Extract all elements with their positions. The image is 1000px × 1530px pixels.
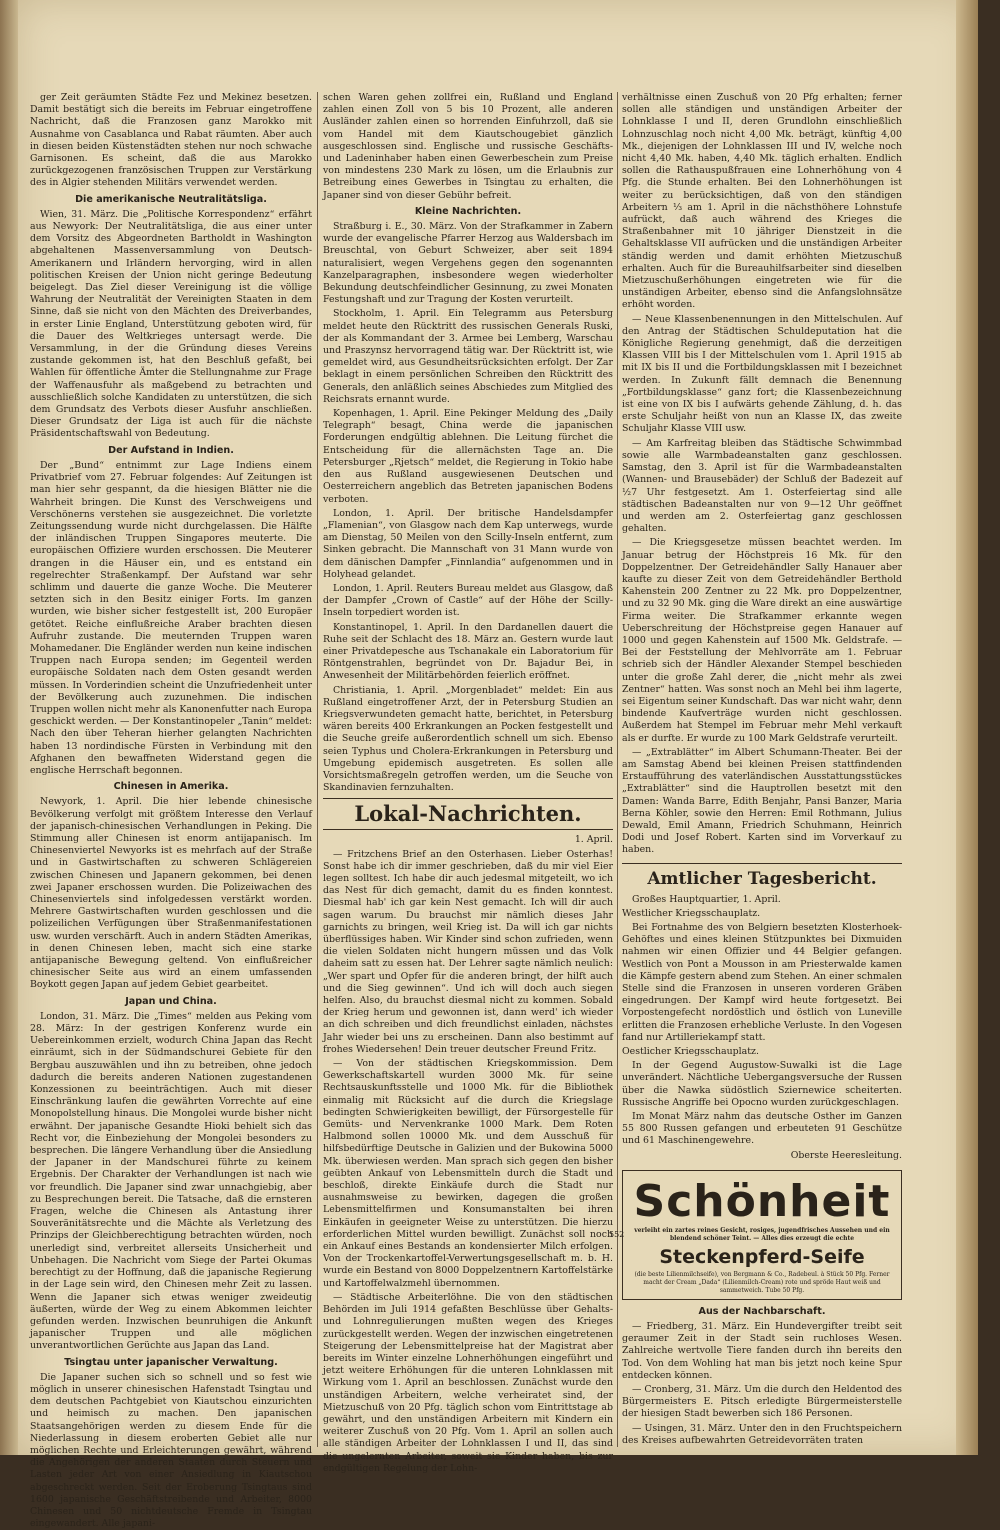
article-paragraph: — Friedberg, 31. März. Ein Hundevergifter treibt seit geraumer Zeit in der Stadt sein ruchloses Wesen. Zahlreiche wertvolle Tiere fanden durch ihn bereits den Tod. Von dem Wohling hat man bis jetzt noch keine Spur entdecken können. (622, 1321, 902, 1381)
section-title: Lokal-Nachrichten. (323, 798, 613, 830)
article-paragraph: schen Waren gehen zollfrei ein, Rußland und England zahlen einen Zoll von 5 bis 10 Prozent, alle anderen Ausländer zahlen einen so horrenden Einfuhrzoll, daß sie vom Handel mit dem Kiautschougebiet gänzlich ausgeschlossen sind. Englische und russische Geschäfts- und Ladeninhaber haben einen Gewerbeschein zum Preise von mindestens 230 Mark zu lösen, um die Erlaubnis zur Betreibung eines Gewerbes in Tsingtau zu erhalten, die Japaner sind von dieser Gebühr befreit. (323, 92, 613, 201)
column-2 (323, 92, 613, 1474)
column-3 (609, 92, 902, 1447)
article-paragraph: — Neue Klassenbenennungen in den Mittelschulen. Auf den Antrag der Städtischen Schuldeputation hat die Königliche Regierung genehmigt, daß die derzeitigen Klassen VIII bis I der Mittelschulen vom 1. April 1915 ab mit IX bis II und die Fortbildungsklassen mit I bezeichnet werden. In Zukunft fällt demnach die Benennung „Fortbildungsklasse“ ganz fort; die Klassenbezeichnung ist eine von IX bis I aufwärts gehende Zählung, d. h. das erste Schuljahr heißt von nun an Klasse IX, das zweite Schuljahr Klasse VIII usw. (622, 313, 902, 435)
column-rule-2 (617, 92, 618, 1447)
article-paragraph: London, 31. März. Die „Times“ melden aus Peking vom 28. März: In der gestrigen Konferenz wurde ein Uebereinkommen erzielt, wodurch China Japan das Recht einräumt, sich in der Südmandschurei Gebiete für den Bergbau auszuwählen und ihn zu betreiben, ohne jedoch dadurch die bereits anderen Nationen zugestandenen Konzessionen zu beeinträchtigen. Auch mit dieser Einschränkung laufen die gewährten Vorrechte auf eine Monopolstellung hinaus. Die Mongolei wurde bisher nicht erwähnt. Der japanische Gesandte Hioki behielt sich das Recht vor, die Einbeziehung der Mongolei besonders zu besprechen. Die längere Verhandlung über die Ansiedlung der Japaner in der Mandschurei führte zu keinem Ergebnis. Der Charakter der Verhandlungen ist nach wie vor freundlich. Die Japaner sind zwar unnachgiebig, aber zu Besprechungen bereit. Die Tatsache, daß die ernsteren Fragen, welche die Chinesen als Antastung ihrer Souveränitätsrechte und die Mächte als Verletzung des Prinzips der Gleichberechtigung betrachten würden, noch unerledigt sind, verbreitet allerseits Unsicherheit und Unbehagen. Die Nachricht vom Siege der Partei Okumas berechtigt zu der Hoffnung, daß die japanische Regierung in der Lage sein wird, den Chinesen mehr Zeit zu lassen. Wenn die Japaner sich etwas weniger zweideutig äußerten, würde der Weg zu einem Abkommen leichter gefunden werden. Inzwischen beunruhigen die Ankunft japanischer Truppen und alle möglichen unverantwortlichen Gerüchte aus Japan das Land. (30, 1010, 312, 1352)
article-paragraph: Christiania, 1. April. „Morgenbladet“ meldet: Ein aus Rußland eingetroffener Arzt, der in Petersburg Studien an Kriegsverwundeten gemacht hatte, berichtet, in Petersburg wären bereits 400 Erkrankungen an Pocken festgestellt und die Seuche greife außerordentlich schnell um sich. Ebenso seien Typhus und Cholera-Erkrankungen in Petersburg und Umgebung epidemisch ausgetreten. Es sollen alle Vorsichtsmaßregeln getroffen werden, um die Seuche von Skandinavien fernzuhalten. (323, 684, 613, 794)
article-paragraph: London, 1. April. Der britische Handelsdampfer „Flamenian“, von Glasgow nach dem Kap unterwegs, wurde am Dienstag, 50 Meilen von den Scilly-Inseln entfernt, zum Sinken gebracht. Die Mannschaft von 31 Mann wurde von dem dänischen Dampfer „Finnlandia“ aufgenommen und in Holyhead gelandet. (323, 507, 613, 580)
article-paragraph: London, 1. April. Reuters Bureau meldet aus Glasgow, daß der Dampfer „Crown of Castle“ auf der Höhe der Scilly-Inseln torpediert worden ist. (323, 582, 613, 619)
section-heading: Die amerikanische Neutralitätsliga. (75, 193, 267, 205)
report-title: Amtlicher Tagesbericht. (622, 863, 902, 890)
article-paragraph: Newyork, 1. April. Die hier lebende chinesische Bevölkerung verfolgt mit größtem Interesse den Verlauf der japanisch-chinesischen Verhandlungen in Peking. Die Stimmung aller Chinesen ist enorm antijapanisch. Im Chinesenviertel Newyorks ist es mehrfach auf der Straße und in Gastwirtschaften zu schweren Schlägereien zwischen Chinesen und Japanern gekommen, bei denen zwei Japaner erschossen wurden. Die Polizeiwachen des Chinesenviertels sind infolgedessen verstärkt worden. Mehrere Gastwirtschaften wurden geschlossen und die polizeilichen Verfügungen über Straßenmanifestationen usw. wurden verschärft. Auch in andern Städten Amerikas, in denen Chinesen leben, macht sich eine starke antijapanische Bewegung geltend. Von einflußreicher chinesischer Seite aus wird an einem umfassenden Boykott gegen Japan auf jedem Gebiet gearbeitet. (30, 796, 312, 991)
article-paragraph: — Fritzchens Brief an den Osterhasen. Lieber Osterhas! Sonst habe ich dir immer geschrieben, daß du mir viel Eier legen solltest. Ich habe dir auch jedesmal mitgeteilt, wo ich das Nest für dich gemacht, damit du es finden konntest. Diesmal hab' ich gar kein Nest gemacht. Ich will dir auch sagen warum. Du brauchst mir nämlich dieses Jahr garnichts zu bringen, weil Krieg ist. Da will ich gar nichts überflüssiges haben. Wir Kinder sind schon zufrieden, wenn die vielen Soldaten nicht hungern müssen und das Volk daheim satt zu essen hat. Der Lehrer sagte nämlich neulich: „Wer spart und Opfer für die anderen bringt, der hilft auch und die Sieg gewinnen“. Und ich will doch auch siegen helfen. Also, du brauchst diesmal nicht zu kommen. Sobald der Krieg herum und gewonnen ist, dann werd' ich wieder an dich schreiben und dich freundlichst einladen, nächstes Jahr wieder bei uns zu erscheinen. Dann also bestimmt auf frohes Wiedersehen! Dein treuer deutscher Freund Fritz. (323, 848, 613, 1055)
article-paragraph: Kopenhagen, 1. April. Eine Pekinger Meldung des „Daily Telegraph“ besagt, China werde die japanischen Forderungen endgültig ablehnen. Die Leitung fürchet die Entscheidung für die allernächsten Tage an. Die Petersburger „Rjetsch“ meldet, die Regierung in Tokio habe den aus Rußland ausgewiesenen Deutschen und Oesterreichern angeblich das Betreten japanischen Bodens verboten. (323, 408, 613, 505)
section-heading: Japan und China. (125, 995, 217, 1007)
previous-page-edge (0, 0, 18, 1455)
article-paragraph: — Cronberg, 31. März. Um die durch den Heldentod des Bürgermeisters E. Pitsch erledigte Bürgermeisterstelle der hiesigen Stadt bewerben sich 186 Personen. (622, 1384, 902, 1420)
article-paragraph: — Die Kriegsgesetze müssen beachtet werden. Im Januar betrug der Höchstpreis 16 Mk. für den Doppelzentner. Der Getreidehändler Sally Hanauer aber kaufte zu dieser Zeit von dem Getreidehändler Berthold Kahenstein 200 Zentner zu 22 Mk. pro Doppelzentner, und zu 32 90 Mk. ging die Ware direkt an eine auswärtige Firma weiter. Die Strafkammer erkannte wegen Ueberschreitung der Höchstpreise gegen Hanauer auf 1000 und gegen Kahenstein auf 1500 Mk. Geldstrafe. — Bei der Feststellung der Mehlvorräte am 1. Februar schrieb sich der Händler Alexander Stempel beschieden unter die große Zahl derer, die „nicht mehr als zwei Zentner“ hatten. Was sonst noch an Mehl bei ihm lagerte, sei Eigentum seiner Kundschaft. Das war nicht wahr, denn bindende Kaufverträge wurden nicht geschlossen. Außerdem hat Stempel im Februar mehr Mehl verkauft als er durfte. Er wurde zu 100 Mark Geldstrafe verurteilt. (622, 537, 902, 744)
article-paragraph: Straßburg i. E., 30. März. Von der Strafkammer in Zabern wurde der evangelische Pfarrer Herzog aus Waldersbach im Breuschtal, von Geburt Schweizer, aber seit 1894 naturalisiert, wegen Vergehens gegen den sogenannten Kanzelparagraphen, insbesondere wegen wiederholter Bekundung deutschfeindlicher Gesinnung, zu zwei Monaten Festungshaft und zur Tragung der Kosten verurteilt. (323, 221, 613, 306)
article-paragraph: Bei Fortnahme des von Belgiern besetzten Klosterhoek-Gehöftes und eines kleinen Stützpunktes bei Dixmuiden nahmen wir einen Offizier und 44 Belgier gefangen. Westlich von Pont a Mousson in am Priesterwalde kamen die Kämpfe gestern abend zum Stehen. An einer schmalen Stelle sind die Franzosen in unseren vorderen Gräben eingedrungen. Der Kampf wird heute fortgesetzt. Bei Vorpostengefecht nordöstlich und östlich von Luneville erlitten die Franzosen erhebliche Verluste. In den Vogesen fand nur Artilleriekampf statt. (622, 922, 902, 1043)
article-paragraph: Im Monat März nahm das deutsche Osther im Ganzen 55 800 Russen gefangen und erbeuteten 91 Geschütze und 61 Maschinengewehre. (622, 1111, 902, 1147)
ad-number: 552 (609, 1229, 625, 1239)
article-paragraph: Wien, 31. März. Die „Politische Korrespondenz“ erfährt aus Newyork: Der Neutralitätsliga, die aus einer unter dem Vorsitz des Abgeordneten Bartholdt in Washington abgehaltenen Massenversammlung von Deutsch-Amerikanern und Irländern hervorging, wird in allen politischen Kreisen der Union nicht geringe Bedeutung beigelegt. Das Ziel dieser Vereinigung ist die völlige Wahrung der Neutralität der Vereinigten Staaten in dem Sinne, daß sie nicht von den Mächten des Dreiverbandes, in erster Linie England, Unterstützung geboten wird, für die Dauer des Weltkrieges untersagt werde. Die Versammlung, in der die Gründung dieses Vereins zustande gekommen ist, hat den Beschluß gefaßt, bei Wahlen für öffentliche Ämter die Stellungnahme zur Frage der Waffenausfuhr als maßgebend zu betrachten und ausschließlich solche Kandidaten zu unterstützen, die sich dem Grundsatz des Verbots dieser Ausfuhr anschließen. Dieser Grundsatz der Liga ist auch für die nächste Präsidentschaftswahl von Bedeutung. (30, 208, 312, 440)
section-heading: Kleine Nachrichten. (414, 205, 522, 217)
dateline: 1. April. (574, 834, 613, 846)
article-paragraph: Stockholm, 1. April. Ein Telegramm aus Petersburg meldet heute den Rücktritt des russischen Generals Ruski, der als Kommandant der 3. Armee bei Lemberg, Warschau und Praszynsz hervorragend tätig war. Der Rücktritt ist, wie gemeldet wird, aus Gesundheitsrücksichten erfolgt. Der Zar beklagt in einem persönlichen Schreiben den Rücktritt des Generals, den anläßlich seines Abschiedes zum Mitglied des Reichsrats ernannt wurde. (323, 308, 613, 405)
section-heading: Der Aufstand in Indien. (108, 444, 234, 456)
ad-details: (die beste Lilienmilchseife), von Bergmann & Co., Radebeul. à Stück 50 Pfg. Ferner macht der Cream „Dada“ (Lilienmilch-Cream) rote und spröde Haut weiß und sammetweich. Tube 50 Pfg. (634, 1270, 890, 1294)
article-paragraph: — „Extrablätter“ im Albert Schumann-Theater. Bei der am Samstag Abend bei kleinen Preisen stattfindenden Erstaufführung des vaterländischen Ausstattungsstückes „Extrablätter“ sind die Hauptrollen besetzt mit den Damen: Wanda Barre, Edith Benjahr, Pansi Banzer, Maria Berna Köhler, sowie den Herren: Emil Rothmann, Julius Dewald, Emil Amann, Friedrich Schuhmann, Heinrich Dodi und Josef Robert. Karten sind im Vorverkauf zu haben. (622, 746, 902, 856)
article-paragraph: — Von der städtischen Kriegskommission. Dem Gewerkschaftskartell wurden 3000 Mk. für seine Rechtsauskunftsstelle und 1000 Mk. für die Bibliothek einmalig mit Rücksicht auf die durch die Kriegslage bedingten Schwierigkeiten bewilligt, der Fürsorgestelle für Gemüts- und Nervenkranke 1000 Mark. Dem Roten Halbmond sollen 10000 Mk. und dem Ausschuß für hilfsbedürftige Deutsche in Galizien und der Bukowina 5000 Mk. überwiesen werden. Man sprach sich gegen den bisher geübten Ankauf von Lebensmitteln durch die Stadt und beschloß, direkte Einkäufe durch die Stadt nur ausnahmsweise zu bewirken, dagegen die großen Lebensmittelfirmen und Konsumanstalten bei ihren Einkäufen in geeigneter Weise zu unterstützen. Die hierzu erforderlichen Mittel wurden bewilligt. Zunächst soll noch ein Ankauf eines Bestands an kondensierter Milch erfolgen. Von der Trockenkartoffel-Verwertungsgesellschaft m. b. H. wurde ein Bestand von 8000 Doppelzentnern Kartoffelstärke und Kartoffelwalzmehl übernommen. (323, 1058, 613, 1289)
signature: Oberste Heeresleitung. (790, 1149, 902, 1161)
article-paragraph: verhältnisse einen Zuschuß von 20 Pfg erhalten; ferner sollen alle ständigen und unständigen Arbeiter der Lohnklasse I und II, deren Grundlohn einschließlich Lohnzuschlag noch nicht 4,00 Mk. beträgt, künftig 4,00 Mk., diejenigen der Lohnklassen III und IV, welche noch nicht 4,40 Mk. haben, 4,40 Mk. täglich erhalten. Endlich sollen die Rathauspußfrauen eine Lohnerhöhung von 4 Pfg. die Stunde erhalten. Bei den Lohnerhöhungen ist weiter zu berücksichtigen, daß von den ständigen Arbeitern ⅓ am 1. April in die nächsthöhere Lohnstufe aufrückt, daß auch während des Krieges die Straßenbahner mit 10 jähriger Dienstzeit in die Gehaltsklasse VII aufrücken und die unständigen Arbeiter ständig werden und damit erhöhten Mietzuschuß erhalten. Auch für die Bureauhilfsarbeiter sind dieselben Mietzuschußerhöhungen eingetreten wie für die unständigen Arbeiter, ebenso sind die Anfangslohnsätze erhöht worden. (622, 92, 902, 311)
ad-title: Schönheit (633, 1175, 891, 1227)
article-paragraph: — Usingen, 31. März. Unter den in den Fruchtspeichern des Kreises aufbewahrten Getreidevorräten traten (622, 1422, 902, 1446)
ad-product: Steckenpferd-Seife (659, 1245, 865, 1268)
section-heading: Aus der Nachbarschaft. (698, 1305, 826, 1317)
advertisement (609, 1170, 902, 1300)
article-paragraph: — Am Karfreitag bleiben das Städtische Schwimmbad sowie alle Warmbadeanstalten ganz geschlossen. Samstag, den 3. April ist für die Warmbadeanstalten (Wannen- und Brausebäder) der Schluß der Badezeit auf ½7 Uhr festgesetzt. Am 1. Osterfeiertag sind alle städtischen Badeanstalten nur von 9—12 Uhr geöffnet und werden am 2. Osterfeiertag ganz geschlossen gehalten. (622, 437, 902, 535)
article-paragraph: Konstantinopel, 1. April. In den Dardanellen dauert die Ruhe seit der Schlacht des 18. März an. Gestern wurde laut einer Privatdepesche aus Tschanakale ein Laboratorium für Röntgenstrahlen, begründet von Dr. Bajadur Bei, in Anwesenheit der Militärbehörden feierlich eröffnet. (323, 621, 613, 682)
article-paragraph: Die Japaner suchen sich so schnell und so fest wie möglich in unserer chinesischen Hafenstadt Tsingtau und dem deutschen Pachtgebiet von Kiautschou einzurichten und heimisch zu machen. Den japanischen Staatsangehörigen werden zu diesem Ende für die Niederlassung in diesem eroberten Gebiet alle nur möglichen Rechte und Erleichterungen gewährt, während die Angehörigen der anderen Staaten durch Steuern und Lasten jeder Art von einer Ansiedlung in Kiautschou abgeschreckt werden. Seit der Eroberung Tsingtaus sind 1600 japanische Geschäftstreibende und Arbeiter, 8000 Chinesen und 50 nichtdeutsche Fremde in Tsingtau eingewandert. Alle japani- (30, 1371, 312, 1530)
article-paragraph: Der „Bund“ entnimmt zur Lage Indiens einem Privatbrief vom 27. Februar folgendes: Auf Zeitungen ist man hier sehr gespannt, da die hiesigen Blätter nie die Wahrheit bringen. Die Kunst des Verschweigens und Verschönerns verstehen sie ausgezeichnet. Die vorletzte Zeitungssendung wurde nicht durchgelassen. Die Hälfte der inländischen Truppen Singapores meuterte. Die europäischen Offiziere wurden erschossen. Die Meuterer drangen in die Häuser ein, und es entstand ein regelrechter Straßenkampf. Der Aufstand war sehr schlimm und dauerte die ganze Woche. Die Meuterer setzten sich in den Besitz einiger Forts. Im ganzen wurden, wie bisher sicher festgestellt ist, 200 Europäer getötet. Reiche einflußreiche Araber brachten diesen Aufruhr zustande. Die meuternden Truppen waren Mohamedaner. Die Engländer werden nun keine indischen Truppen nach Europa senden; im Gegenteil werden europäische Soldaten nach dem Osten gesandt werden müssen. In Vorderindien scheint die Unzufriedenheit unter der Bevölkerung auch zuzunehmen. Die indischen Truppen wollen nicht mehr als Kanonenfutter nach Europa geschickt werden. — Der Konstantinopeler „Tanin“ meldet: Nach den über Teheran hierher gelangten Nachrichten haben 13 nordindische Fürsten in Verbindung mit den Afghanen den bewaffneten Widerstand gegen die englische Herrschaft begonnen. (30, 459, 312, 776)
article-paragraph: ger Zeit geräumten Städte Fez und Mekinez besetzen. Damit bestätigt sich die bereits im Februar eingetroffene Nachricht, daß die Franzosen ganz Marokko mit Ausnahme von Casablanca und Rabat räumten. Aber auch in diesen beiden Küstenstädten stehen nur noch schwache Garnisonen. Es scheint, daß die aus Marokko zurückgezogenen französischen Truppen zur Verstärkung des in Algier stehenden Militärs verwendet werden. (30, 92, 312, 189)
section-heading: Chinesen in Amerika. (113, 781, 229, 793)
article-paragraph: Großes Hauptquartier, 1. April. (632, 893, 781, 905)
page-edge (956, 0, 978, 1455)
column-1 (30, 92, 312, 1530)
column-rule-1 (317, 92, 318, 1447)
article-paragraph: Oestlicher Kriegsschauplatz. (622, 1046, 759, 1058)
ad-description: verleiht ein zartes reines Gesicht, rosiges, jugendfrisches Aussehen und ein blendend schöner Teint. — Alles dies erzeugt die echte (634, 1226, 890, 1242)
article-paragraph: Westlicher Kriegsschauplatz. (622, 907, 761, 919)
section-heading: Tsingtau unter japanischer Verwaltung. (64, 1356, 278, 1368)
article-paragraph: — Städtische Arbeiterlöhne. Die von den städtischen Behörden im Juli 1914 gefaßten Beschlüsse über Gehalts- und Lohnregulierungen mußten wegen des Krieges zurückgestellt werden. Wegen der inzwischen eingetretenen Steigerung der Lebensmittelpreise hat der Magistrat aber bereits im Winter einzelne Lohnerhöhungen eingeführt und jetzt weitere Erhöhungen für die unteren Lohnklassen mit Wirkung vom 1. April an beschlossen. Zunächst wurde den unständigen Arbeitern, welche verheiratet sind, der Mietzuschuß von 20 Pfg. täglich schon vom Eintrittstage ab gewährt, und den unständigen Arbeitern mit Kindern ein weiterer Zuschuß von 20 Pfg. Vom 1. April an sollen auch alle ständigen Arbeiter der Lohnklassen I und II, das sind die ungelernten Arbeiter, soweit sie Kinder haben, bis zur endgültigen Regelung der Lohn- (323, 1291, 613, 1474)
article-paragraph: In der Gegend Augustow-Suwalki ist die Lage unverändert. Nächtliche Uebergangsversuche der Russen über die Nawka südöstlich Sziernewice scheiterten. Russische Angriffe bei Opocno wurden zurückgeschlagen. (622, 1060, 902, 1108)
